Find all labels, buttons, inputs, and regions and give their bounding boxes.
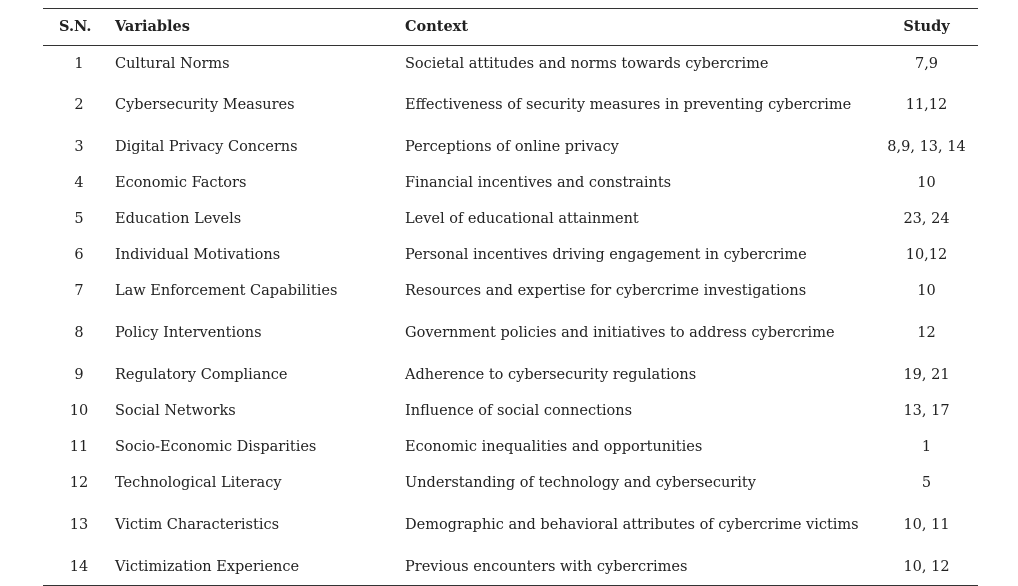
cell-context: Societal attitudes and norms towards cybercrime [405,56,769,73]
cell-variable: Cybersecurity Measures [115,97,295,114]
cell-sn: 1 [74,56,84,73]
cell-study: 10 [917,175,936,192]
cell-study: 10,12 [905,247,948,264]
table-body [43,46,978,586]
variables-table [43,8,978,586]
table-row [43,358,978,394]
cell-study: 23, 24 [903,211,950,228]
table-row [43,274,978,310]
cell-context: Influence of social connections [405,403,633,420]
cell-variable: Economic Factors [115,175,247,192]
table-row [43,430,978,466]
cell-study: 8,9, 13, 14 [887,139,966,156]
cell-sn: 5 [74,211,84,228]
cell-study: 19, 21 [903,367,950,384]
cell-sn: 10 [69,403,89,420]
cell-variable: Socio-Economic Disparities [115,439,317,456]
cell-context: Demographic and behavioral attributes of cybercrime victims [405,517,859,534]
cell-sn: 8 [74,325,84,342]
cell-study: 12 [917,325,936,342]
table-row [43,46,978,82]
cell-study: 10 [917,283,936,300]
cell-study: 13, 17 [903,403,950,420]
cell-study: 1 [921,439,932,456]
header-study: Study [903,17,950,35]
cell-variable: Regulatory Compliance [115,367,288,384]
cell-sn: 3 [74,139,84,156]
cell-variable: Individual Motivations [115,247,281,264]
cell-context: Personal incentives driving engagement in cybercrime [405,247,807,264]
cell-variable: Victim Characteristics [115,517,280,534]
cell-context: Resources and expertise for cybercrime investigations [405,283,807,300]
table-row [43,466,978,502]
cell-study: 10, 12 [903,558,950,575]
cell-study: 5 [921,475,932,492]
cell-sn: 2 [74,97,84,114]
cell-sn: 6 [74,247,84,264]
cell-variable: Technological Literacy [115,475,282,492]
cell-sn: 13 [69,517,89,534]
table-row [43,238,978,274]
header-sn: S.N. [59,17,92,35]
cell-variable: Victimization Experience [115,558,300,575]
cell-sn: 4 [74,175,84,192]
cell-sn: 12 [69,475,89,492]
table-row [43,166,978,202]
cell-variable: Cultural Norms [115,56,230,73]
cell-context: Understanding of technology and cybersecurity [405,475,756,492]
cell-context: Effectiveness of security measures in preventing cybercrime [405,97,852,114]
cell-sn: 11 [69,439,89,456]
header-context: Context [405,17,469,35]
cell-sn: 7 [74,283,84,300]
cell-context: Adherence to cybersecurity regulations [405,367,697,384]
table-row [43,502,978,550]
table-row [43,130,978,166]
table-row [43,310,978,358]
cell-variable: Education Levels [115,211,242,228]
table-row [43,82,978,130]
cell-sn: 9 [74,367,84,384]
cell-context: Previous encounters with cybercrimes [405,558,688,575]
header-variables: Variables [115,17,190,35]
cell-study: 7,9 [914,56,939,73]
cell-sn: 14 [69,558,89,575]
cell-variable: Digital Privacy Concerns [115,139,298,156]
cell-context: Perceptions of online privacy [405,139,619,156]
cell-study: 10, 11 [903,517,950,534]
cell-context: Economic inequalities and opportunities [405,439,703,456]
cell-variable: Policy Interventions [115,325,262,342]
cell-context: Level of educational attainment [405,211,639,228]
table-header [43,9,978,46]
cell-variable: Social Networks [115,403,236,420]
table-row [43,202,978,238]
cell-context: Government policies and initiatives to address cybercrime [405,325,835,342]
header-row [43,9,978,46]
cell-context: Financial incentives and constraints [405,175,672,192]
cell-study: 11,12 [905,97,948,114]
table-row [43,394,978,430]
table-row [43,550,978,586]
cell-variable: Law Enforcement Capabilities [115,283,338,300]
